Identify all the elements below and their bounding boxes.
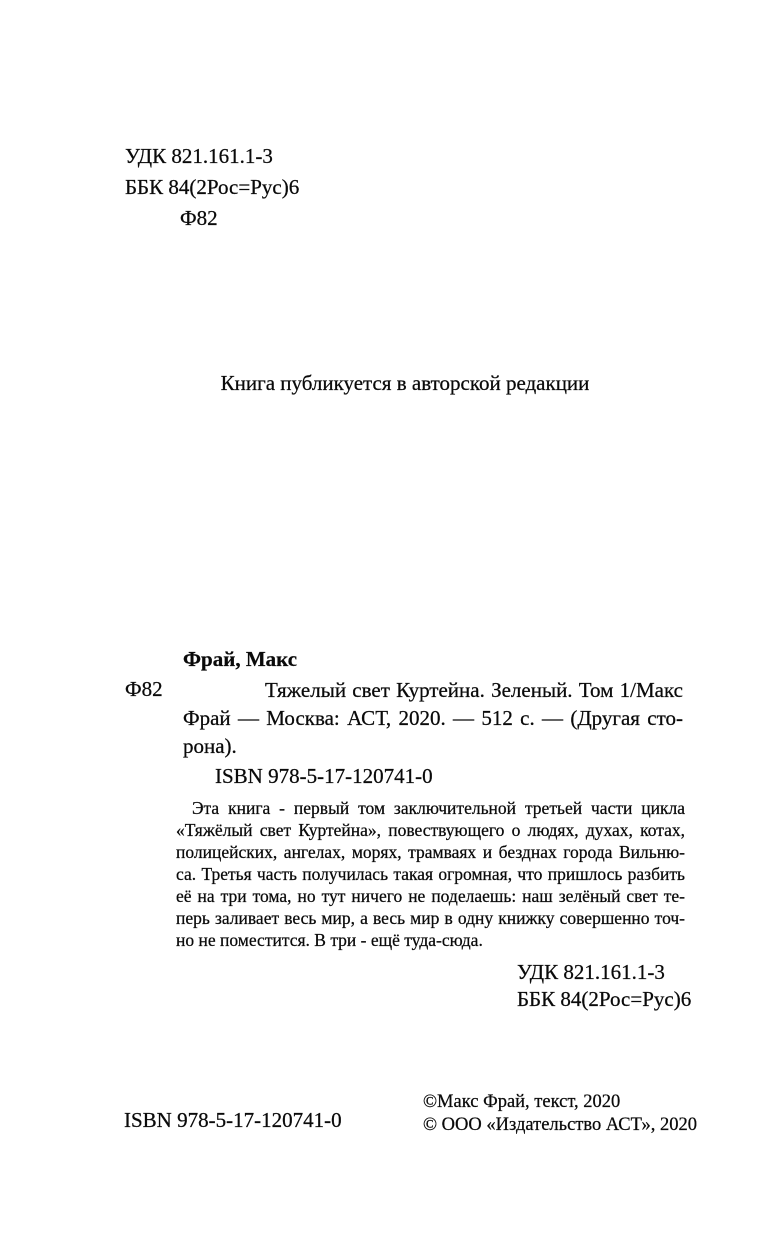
footer-isbn: ISBN 978-5-17-120741-0	[124, 1108, 342, 1132]
catalog-description-line: рона).	[183, 734, 237, 758]
udk-line: УДК 821.161.1-3	[125, 144, 273, 168]
udk-right-line: УДК 821.161.1-3	[517, 960, 665, 984]
bbk-right-line: ББК 84(2Рос=Рус)6	[517, 987, 692, 1011]
classification-block-right	[517, 959, 691, 1013]
annotation-line: са. Третья часть получилась такая огромная, что пришлось разбить	[176, 864, 685, 884]
copyright-line: ©Макс Фрай, текст, 2020	[423, 1092, 621, 1112]
catalog-description-line: Фрай — Москва: АСТ, 2020. — 512 с. — (Другая сто-	[183, 706, 683, 730]
annotation-line: перь заливает весь мир, а весь мир в одну книжку совершенно точ-	[176, 908, 685, 928]
catalog-margin-code: Ф82	[125, 677, 163, 701]
annotation-line: её на три тома, но тут ничего не поделаешь: наш зелёный свет те-	[176, 886, 685, 906]
author-code: Ф82	[180, 206, 218, 230]
annotation-line: «Тяжёлый свет Куртейна», повествующего о людях, духах, котах,	[176, 820, 685, 840]
edition-notice: Книга публикуется в авторской редакции	[220, 371, 590, 395]
copyright-line: © ООО «Издательство АСТ», 2020	[423, 1114, 697, 1135]
annotation-line: Эта книга - первый том заключительной третьей части цикла	[192, 798, 685, 818]
annotation-line: но не поместится. В три - ещё туда-сюда.	[176, 930, 483, 950]
catalog-description-line: Тяжелый свет Куртейна. Зеленый. Том 1/Макс	[265, 678, 683, 702]
catalog-author: Фрай, Макс	[183, 647, 298, 671]
annotation-paragraph	[176, 797, 685, 951]
catalog-description	[183, 676, 683, 760]
classification-block	[125, 141, 299, 234]
copyright-block	[423, 1091, 697, 1136]
annotation-line: полицейских, ангелах, морях, трамваях и безднах города Вильню-	[176, 842, 685, 862]
catalog-isbn: ISBN 978-5-17-120741-0	[215, 764, 433, 788]
bbk-line: ББК 84(2Рос=Рус)6	[125, 175, 300, 199]
